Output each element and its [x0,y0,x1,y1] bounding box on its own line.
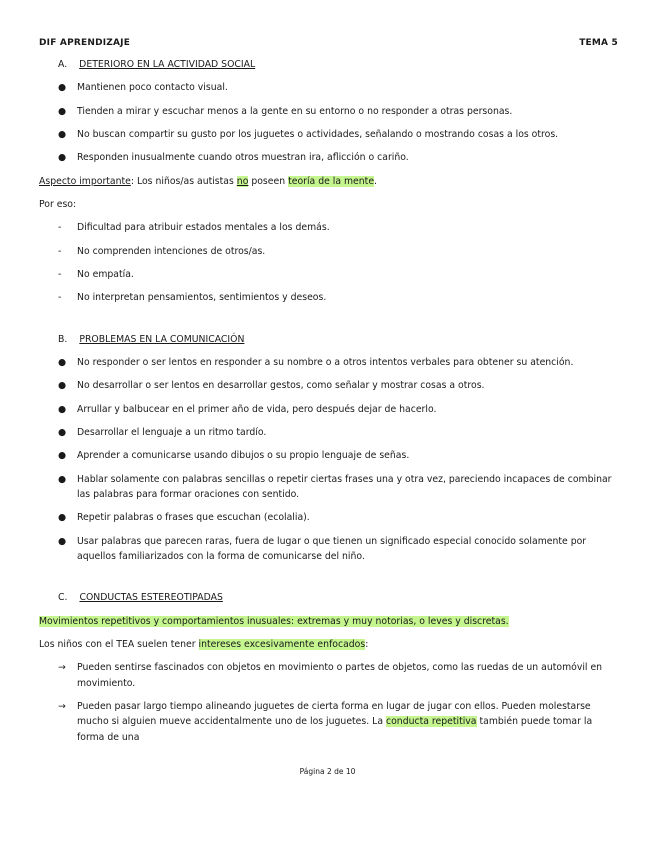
list-item: ● Arrullar y balbucear en el primer año de vida, pero después dejar de hacerlo. [39,402,617,417]
arrow-icon: → [58,700,66,712]
arrow-icon: → [58,662,66,674]
bullet-icon: ● [58,450,67,462]
list-item: ● No desarrollar o ser lentos en desarrollar gestos, como señalar y mostrar cosas a otros. [39,378,617,393]
dash-icon: - [58,222,62,234]
bullet-icon: ● [58,105,67,117]
list-item: - Dificultad para atribuir estados mentales a los demás. [39,220,617,235]
aspect-label: Aspecto importante [39,175,131,187]
list-item: ● Responden inusualmente cuando otros muestran ira, aflicción o cariño. [39,150,617,165]
section-c-children: Los niños con el TEA suelen tener intereses excesivamente enfocados: [39,638,369,650]
list-item: - No empatía. [39,267,617,282]
important-aspect: Aspecto importante: Los niños/as autistas no poseen teoría de la mente. [39,175,378,187]
section-a-title: DETERIORO EN LA ACTIVIDAD SOCIAL [79,59,256,70]
bullet-icon: ● [58,535,67,547]
header-topic: TEMA 5 [579,38,618,48]
highlight-repetitive: conducta repetitiva [386,716,477,728]
dash-icon: - [58,292,62,304]
section-b-title: PROBLEMAS EN LA COMUNICACIÓN [79,333,245,345]
bullet-icon: ● [58,426,67,438]
list-item: ● Aprender a comunicarse usando dibujos o su propio lenguaje de señas. [39,448,617,463]
bullet-icon: ● [58,152,67,164]
dash-list [39,220,617,305]
bullet-icon: ● [58,380,67,392]
bullet-icon: ● [58,82,67,94]
list-item: ● Repetir palabras o frases que escuchan (ecolalia). [39,510,617,525]
list-item: → Pueden sentirse fascinados con objetos en movimiento o partes de objetos, como las ruedas de un automóvil en movimiento. [58,662,603,689]
bullet-icon: ● [58,128,67,140]
highlight-no: no [236,175,249,187]
section-b-letter: B. [58,333,68,345]
section-b-heading [58,332,617,347]
list-item: → Pueden pasar largo tiempo alineando juguetes de cierta forma en lugar de jugar con ellos. Pueden molestarse mucho si alguien mueve accidentalmente uno de los juguetes. La conducta repetitiva también puede tomar la forma de una [58,700,593,743]
header-subject: DIF APRENDIZAJE [39,38,131,48]
bullet-icon: ● [58,403,67,415]
document-body [39,57,617,753]
section-a-letter: A. [58,59,68,70]
list-item: ● Tienden a mirar y escuchar menos a la gente en su entorno o no responder a otras personas. [39,104,617,119]
dash-icon: - [58,245,62,257]
section-a-list [39,80,617,165]
section-a-heading [58,57,617,72]
arrow-list [39,660,617,745]
list-item: ● Hablar solamente con palabras sencillas o repetir ciertas frases una y otra vez, pareciendo incapaces de combinar las palabras para formar oraciones con sentido. [58,473,612,500]
list-item: - No interpretan pensamientos, sentimientos y deseos. [39,290,617,305]
bullet-icon: ● [58,356,67,368]
page-number: Página 2 de 10 [299,767,356,776]
list-item: ● No buscan compartir su gusto por los juguetes o actividades, señalando o mostrando cosas a los otros. [39,127,617,142]
section-c-title: CONDUCTAS ESTEREOTIPADAS [79,592,223,604]
por-eso: Por eso: [39,198,77,210]
list-item: ● Mantienen poco contacto visual. [39,80,617,95]
section-c-letter: C. [58,592,68,604]
highlight-interests: intereses excesivamente enfocados [198,638,366,650]
list-item: ● Usar palabras que parecen raras, fuera de lugar o que tienen un significado especial conocido solamente por aquellos familiarizados con la forma de comunicarse del niño. [58,535,587,562]
list-item: ● No responder o ser lentos en responder a su nombre o a otros intentos verbales para obtener su atención. [39,355,617,370]
section-b-list [39,355,617,564]
bullet-icon: ● [58,512,67,524]
list-item: - No comprenden intenciones de otros/as. [39,244,617,259]
bullet-icon: ● [58,473,67,485]
section-c-heading [58,590,617,605]
dash-icon: - [58,268,62,280]
highlight-theory: teoría de la mente [288,175,375,187]
list-item: ● Desarrollar el lenguaje a un ritmo tardío. [39,425,617,440]
section-c-intro: Movimientos repetitivos y comportamientos inusuales: extremas y muy notorias, o leves y discretas. [39,615,509,627]
